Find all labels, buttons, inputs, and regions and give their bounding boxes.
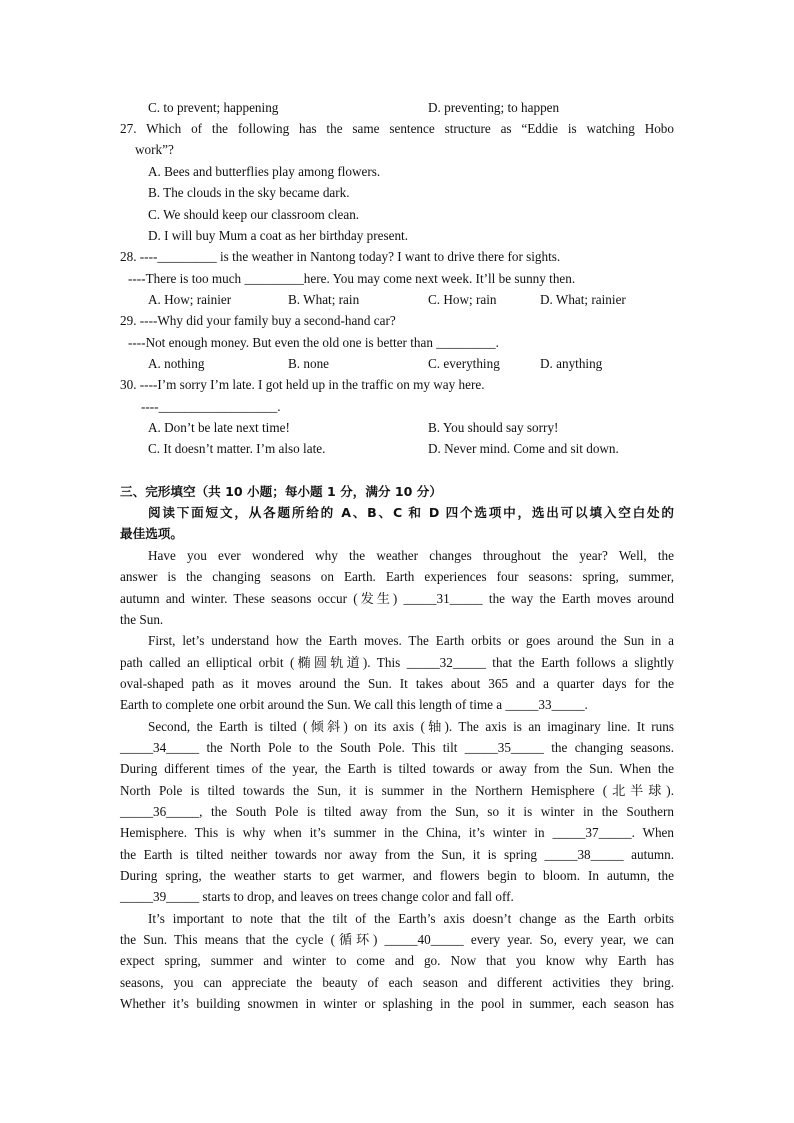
q28-option-c: C. How; rain (428, 292, 497, 307)
q30-stem: 30. ----I’m sorry I’m late. I got held up in the traffic on my way here. (120, 377, 485, 392)
q30-stem-reply: ----__________________. (141, 399, 281, 414)
q30-option-a: A. Don’t be late next time! (148, 420, 290, 435)
passage-line: oval-shaped path as it moves around the Sun. It takes about 365 and a quarter days for the (120, 676, 674, 691)
passage-line: answer is the changing seasons on Earth. Earth experiences four seasons: spring, summer, (120, 569, 674, 584)
passage-line: Hemisphere. This is why when it’s summer in the China, it’s winter in _____37_____. When (120, 825, 674, 840)
passage-line: Second, the Earth is tilted (倾斜) on its axis (轴). The axis is an imaginary line. It runs (148, 719, 674, 734)
section-heading: 三、完形填空（共 10 小题；每小题 1 分，满分 10 分） (120, 484, 442, 499)
section-instructions-cont: 最佳选项。 (120, 526, 183, 541)
q27-option-d: D. I will buy Mum a coat as her birthday present. (148, 228, 409, 243)
q30-option-c: C. It doesn’t matter. I’m also late. (148, 441, 326, 456)
q27-option-c: C. We should keep our classroom clean. (148, 207, 360, 222)
passage-line: Have you ever wondered why the weather changes throughout the year? Well, the (148, 548, 674, 563)
passage-line: the Sun. (120, 612, 164, 627)
q28-stem: 28. ----_________ is the weather in Nantong today? I want to drive there for sights. (120, 249, 561, 264)
q28-option-b: B. What; rain (288, 292, 360, 307)
passage-line: Earth to complete one orbit around the Sun. We call this length of time a _____33_____. (120, 697, 588, 712)
q27-stem-cont: work”? (135, 142, 174, 157)
q27-option-b: B. The clouds in the sky became dark. (148, 185, 350, 200)
passage-line: North Pole is tilted towards the Sun, it is summer in the Northern Hemisphere (北半球). (120, 783, 674, 798)
passage-line: During spring, the weather starts to get warmer, and flowers begin to bloom. In autumn, the (120, 868, 674, 883)
q29-stem: 29. ----Why did your family buy a second-hand car? (120, 313, 396, 328)
q28-stem-reply: ----There is too much _________here. You may come next week. It’ll be sunny then. (128, 271, 576, 286)
passage-line: seasons, you can appreciate the beauty of each season and different activities they bring. (120, 975, 674, 990)
q27-option-a: A. Bees and butterflies play among flowers. (148, 164, 381, 179)
q30-option-d: D. Never mind. Come and sit down. (428, 441, 619, 456)
q29-option-a: A. nothing (148, 356, 205, 371)
passage-line: _____39_____ starts to drop, and leaves on trees change color and fall off. (120, 889, 514, 904)
q29-stem-reply: ----Not enough money. But even the old one is better than _________. (128, 335, 499, 350)
q28-option-d: D. What; rainier (540, 292, 626, 307)
passage-line: expect spring, summer and winter to come and go. Now that you know why Earth has (120, 953, 674, 968)
q26-option-d: D. preventing; to happen (428, 100, 560, 115)
passage-line: path called an elliptical orbit (椭圆轨道). This _____32_____ that the Earth follows a slightly (120, 655, 674, 670)
q30-option-b: B. You should say sorry! (428, 420, 559, 435)
passage-line: It’s important to note that the tilt of the Earth’s axis doesn’t change as the Earth orbits (148, 911, 674, 926)
q26-option-c: C. to prevent; happening (148, 100, 279, 115)
passage-line: First, let’s understand how the Earth moves. The Earth orbits or goes around the Sun in a (148, 633, 674, 648)
passage-line: autumn and winter. These seasons occur (发生) _____31_____ the way the Earth moves around (120, 591, 674, 606)
q29-option-c: C. everything (428, 356, 500, 371)
passage-line: _____34_____ the North Pole to the South Pole. This tilt _____35_____ the changing seasons. (120, 740, 674, 755)
passage-line: the Earth is tilted neither towards nor away from the Sun, it is spring _____38_____ autumn. (120, 847, 674, 862)
q27-stem: 27. Which of the following has the same sentence structure as “Eddie is watching Hobo (120, 121, 674, 136)
q29-option-b: B. none (288, 356, 330, 371)
q28-option-a: A. How; rainier (148, 292, 232, 307)
passage-line: During different times of the year, the Earth is tilted towards or away from the Sun. When the (120, 761, 674, 776)
passage-line: Whether it’s building snowmen in winter or splashing in the pool in summer, each season has (120, 996, 674, 1011)
q29-option-d: D. anything (540, 356, 603, 371)
passage-line: the Sun. This means that the cycle (循环) _____40_____ every year. So, every year, we can (120, 932, 674, 947)
passage-line: _____36_____, the South Pole is tilted away from the Sun, so it is winter in the Southern (120, 804, 674, 819)
section-instructions: 阅读下面短文，从各题所给的 A、B、C 和 D 四个选项中，选出可以填入空白处的 (148, 505, 674, 520)
